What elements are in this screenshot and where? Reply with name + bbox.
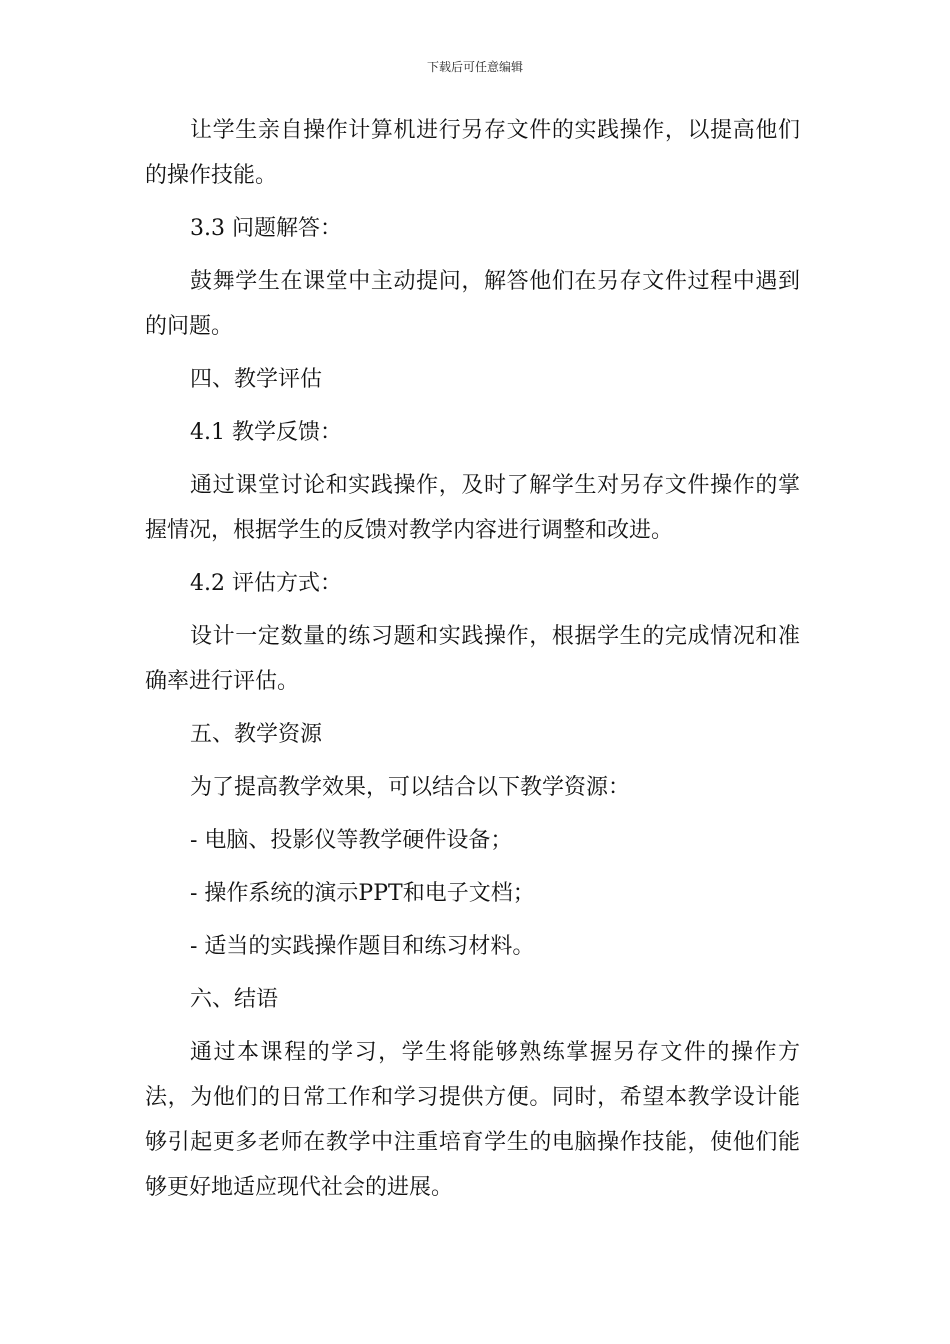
paragraph: 通过课堂讨论和实践操作，及时了解学生对另存文件操作的掌握情况，根据学生的反馈对教学内容进行调整和改进。 — [145, 473, 800, 543]
paragraph: 设计一定数量的练习题和实践操作，根据学生的完成情况和准确率进行评估。 — [145, 624, 800, 694]
list-item: - 适当的实践操作题目和练习材料。 — [190, 934, 535, 959]
section-heading: 五、教学资源 — [190, 722, 323, 747]
section-heading: 六、结语 — [190, 987, 279, 1012]
section-heading: 四、教学评估 — [190, 367, 323, 392]
section-heading: 4.2 评估方式： — [190, 571, 342, 596]
section-heading: 4.1 教学反馈： — [190, 420, 342, 445]
section-heading: 3.3 问题解答： — [190, 216, 342, 241]
paragraph: 鼓舞学生在课堂中主动提问，解答他们在另存文件过程中遇到的问题。 — [145, 269, 800, 339]
list-item: - 电脑、投影仪等教学硬件设备； — [190, 828, 513, 853]
paragraph: 通过本课程的学习，学生将能够熟练掌握另存文件的操作方法，为他们的日常工作和学习提供方便。同时，希望本教学设计能够引起更多老师在教学中注重培育学生的电脑操作技能，使他们能够更好地适应现代社会的进展。 — [145, 1040, 800, 1200]
paragraph: 让学生亲自操作计算机进行另存文件的实践操作，以提高他们的操作技能。 — [145, 118, 800, 188]
document-body — [145, 108, 800, 1218]
list-item: - 操作系统的演示PPT和电子文档； — [190, 881, 535, 906]
page-header: 下载后可任意编辑 — [426, 60, 523, 74]
paragraph: 为了提高教学效果，可以结合以下教学资源： — [190, 775, 631, 800]
